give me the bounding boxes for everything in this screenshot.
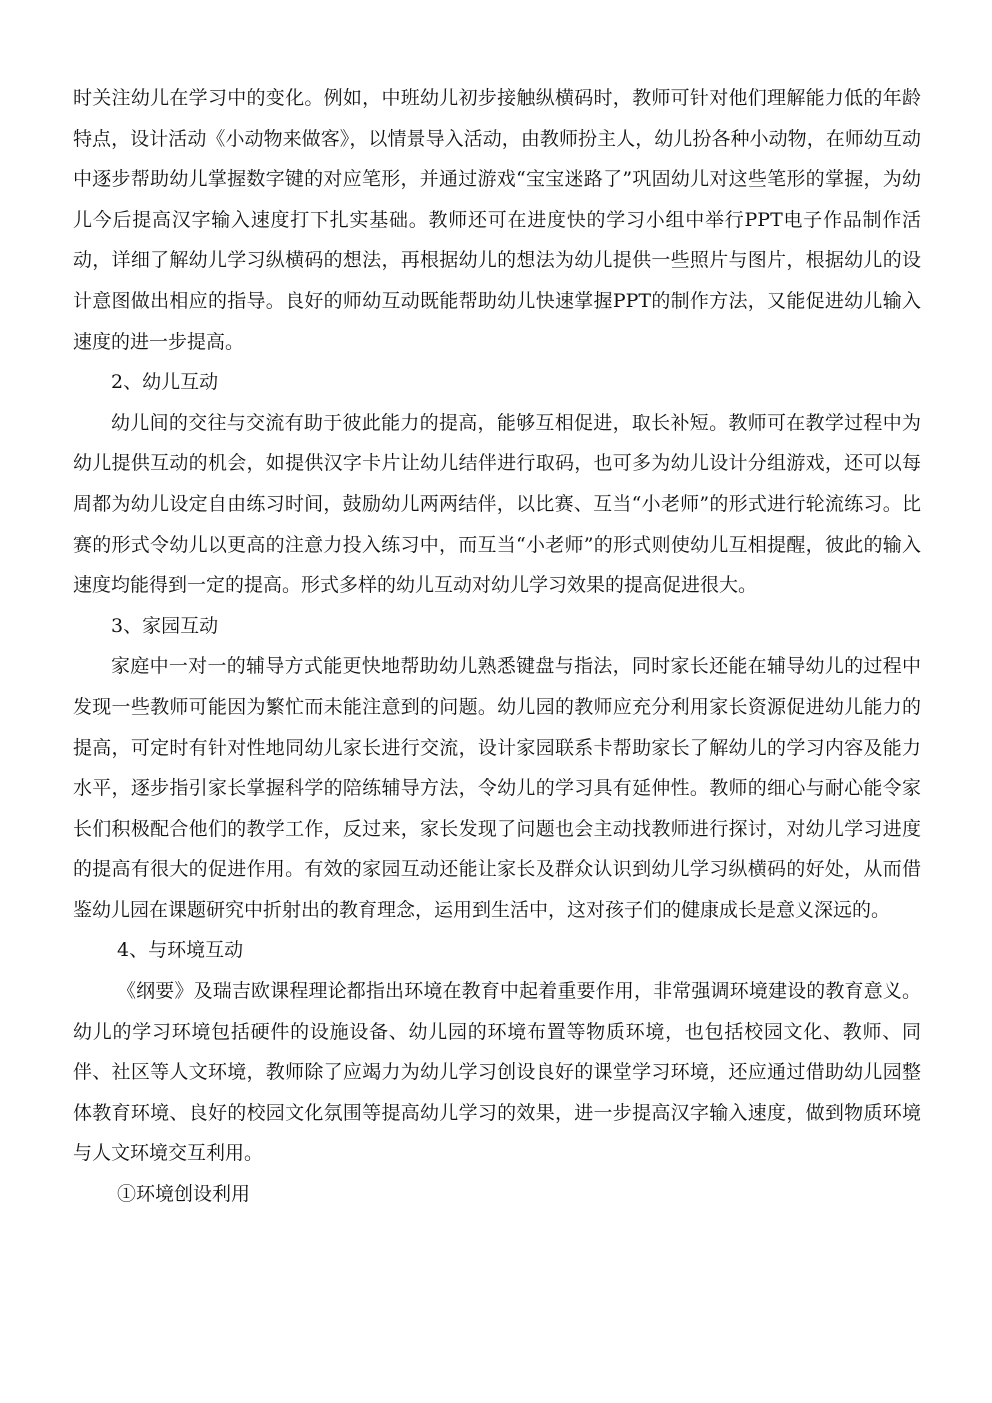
heading-environment-creation: ①环境创设利用 <box>117 1183 251 1206</box>
heading-environment-interaction: 4、与环境互动 <box>117 939 244 962</box>
document-page <box>73 78 921 1215</box>
heading-home-school-interaction: 3、家园互动 <box>111 614 219 637</box>
heading-child-interaction: 2、幼儿互动 <box>111 371 219 394</box>
paragraph-environment-interaction: 《纲要》及瑞吉欧课程理论都指出环境在教育中起着重要作用，非常强调环境建设的教育意义。幼儿的学习环境包括硬件的设施设备、幼儿园的环境布置等物质环境，也包括校园文化、教师、同伴、社区等人文环境，教师除了应竭力为幼儿学习创设良好的课堂学习环境，还应通过借助幼儿园整体教育环境、良好的校园文化氛围等提高幼儿学习的效果，进一步提高汉字输入速度，做到物质环境与人文环境交互利用。 <box>73 980 921 1165</box>
paragraph-home-school-interaction: 家庭中一对一的辅导方式能更快地帮助幼儿熟悉键盘与指法，同时家长还能在辅导幼儿的过程中发现一些教师可能因为繁忙而未能注意到的问题。幼儿园的教师应充分利用家长资源促进幼儿能力的提高，可定时有针对性地同幼儿家长进行交流，设计家园联系卡帮助家长了解幼儿的学习内容及能力水平，逐步指引家长掌握科学的陪练辅导方法，令幼儿的学习具有延伸性。教师的细心与耐心能令家长们积极配合他们的教学工作，反过来，家长发现了问题也会主动找教师进行探讨，对幼儿学习进度的提高有很大的促进作用。有效的家园互动还能让家长及群众认识到幼儿学习纵横码的好处，从而借鉴幼儿园在课题研究中折射出的教育理念，运用到生活中，这对孩子们的健康成长是意义深远的。 <box>73 655 921 921</box>
paragraph-teacher-child-interaction-continued: 时关注幼儿在学习中的变化。例如，中班幼儿初步接触纵横码时，教师可针对他们理解能力低的年龄特点，设计活动《小动物来做客》，以情景导入活动，由教师扮主人，幼儿扮各种小动物，在师幼互动中逐步帮助幼儿掌握数字键的对应笔形，并通过游戏“宝宝迷路了”巩固幼儿对这些笔形的掌握，为幼儿今后提高汉字输入速度打下扎实基础。教师还可在进度快的学习小组中举行PPT电子作品制作活动，详细了解幼儿学习纵横码的想法，再根据幼儿的想法为幼儿提供一些照片与图片，根据幼儿的设计意图做出相应的指导。良好的师幼互动既能帮助幼儿快速掌握PPT的制作方法，又能促进幼儿输入速度的进一步提高。 <box>73 87 921 353</box>
paragraph-child-interaction: 幼儿间的交往与交流有助于彼此能力的提高，能够互相促进，取长补短。教师可在教学过程中为幼儿提供互动的机会，如提供汉字卡片让幼儿结伴进行取码，也可多为幼儿设计分组游戏，还可以每周都为幼儿设定自由练习时间，鼓励幼儿两两结伴，以比赛、互当“小老师”的形式进行轮流练习。比赛的形式令幼儿以更高的注意力投入练习中，而互当“小老师”的形式则使幼儿互相提醒，彼此的输入速度均能得到一定的提高。形式多样的幼儿互动对幼儿学习效果的提高促进很大。 <box>73 411 921 597</box>
